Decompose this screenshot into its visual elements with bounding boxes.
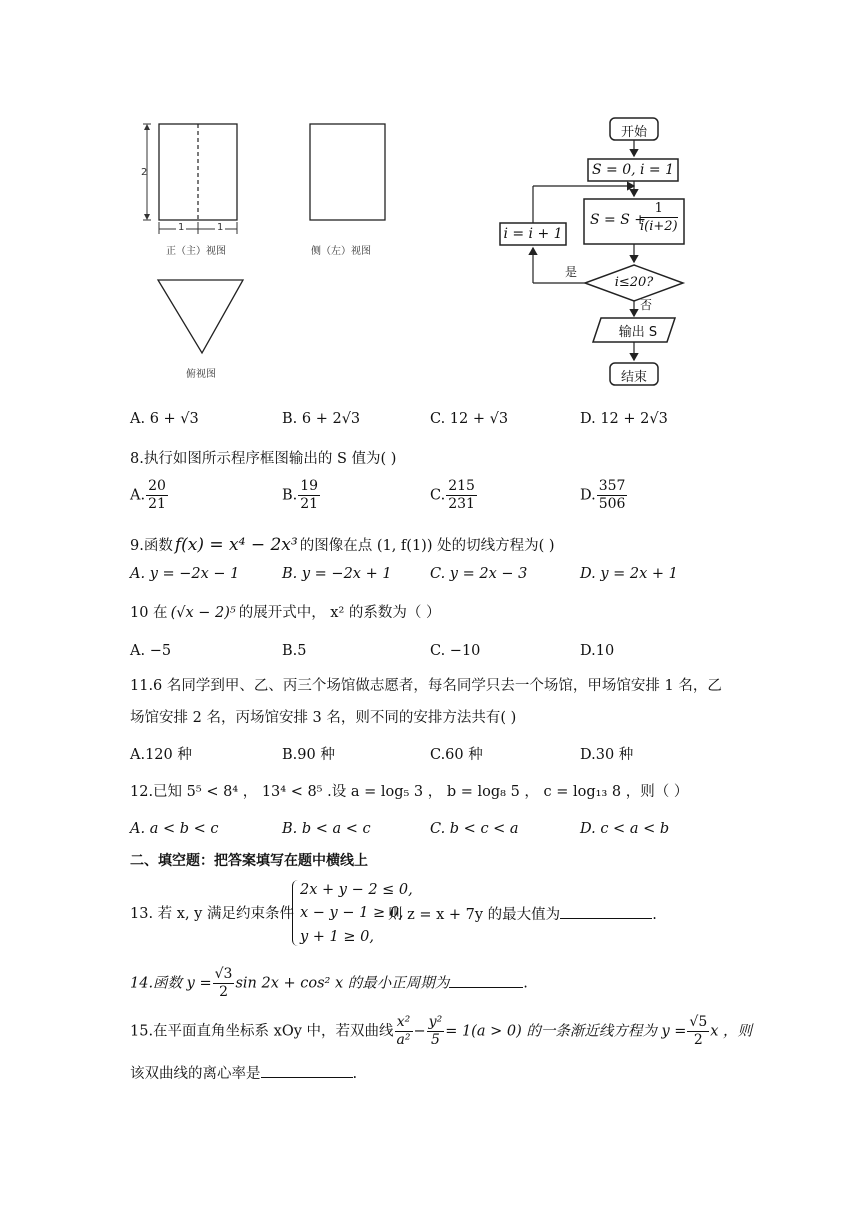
q8-stem: 8.执行如图所示程序框图输出的 S 值为( )	[130, 451, 397, 467]
q12-option-a: A. a < b < c	[130, 821, 219, 837]
q13-constraint-3: y + 1 ≥ 0,	[300, 929, 374, 945]
q12-option-d: D. c < a < b	[580, 821, 670, 837]
q11-option-d: D.30 种	[580, 747, 634, 763]
q11-stem-line2: 场馆安排 2 名，丙场馆安排 3 名，则不同的安排方法共有( )	[130, 710, 517, 726]
flow-yes-label: 是	[565, 265, 578, 279]
flow-update-i-text: i = i + 1	[503, 226, 563, 242]
side-view-rect	[310, 124, 385, 220]
q11-option-c: C.60 种	[430, 747, 483, 763]
flow-condition-text: i≤20?	[614, 275, 654, 290]
q13-brace	[292, 880, 299, 946]
flow-update-s-prefix: S = S +	[590, 212, 646, 228]
front-view-label: 正（主）视图	[166, 246, 226, 257]
flow-update-s-den: i(i+2)	[640, 219, 678, 234]
q9-option-b: B. y = −2x + 1	[282, 566, 392, 582]
q7-option-d: D. 12 + 2√3	[580, 411, 668, 427]
flow-output-text: 输出 S	[618, 325, 658, 340]
q10-option-a: A. −5	[130, 643, 172, 659]
dim-width-label-2: 1	[217, 222, 224, 233]
q10-option-c: C. −10	[430, 643, 481, 659]
dim-width-label-1: 1	[178, 222, 185, 233]
q7-option-c: C. 12 + √3	[430, 411, 509, 427]
q13-suffix: 则 z = x + 7y 的最大值为 .	[388, 904, 657, 925]
flow-end-text: 结束	[620, 370, 647, 385]
q10-option-b: B.5	[282, 643, 307, 659]
q10-option-d: D.10	[580, 643, 615, 659]
q13-constraint-1: 2x + y − 2 ≤ 0,	[300, 882, 413, 898]
q15-answer-blank[interactable]	[261, 1063, 353, 1078]
q8-option-b: B. $\frac{19}{21}$	[282, 478, 319, 512]
section2-heading: 二、填空题：把答案填写在题中横线上	[130, 853, 368, 869]
flow-update-s-frac	[640, 201, 678, 235]
q8-option-d: D. $\frac{357}{506}$	[580, 478, 626, 512]
flowchart	[495, 110, 705, 390]
q14-stem: 14.函数 y = $\frac{√3}{2}$ sin 2x + cos² x 的最小正周期为 .	[130, 966, 528, 1000]
q15-stem-line2: 该双曲线的离心率是 .	[130, 1063, 357, 1084]
q11-option-b: B.90 种	[282, 747, 335, 763]
flow-init-text: S = 0, i = 1	[591, 162, 675, 178]
flow-start-text: 开始	[620, 125, 647, 140]
q13-answer-blank[interactable]	[560, 904, 652, 919]
q9-option-c: C. y = 2x − 3	[430, 566, 528, 582]
flow-update-s-num: 1	[640, 201, 678, 218]
top-view-triangle	[158, 280, 243, 353]
q9-option-d: D. y = 2x + 1	[580, 566, 678, 582]
q8-option-a: A. $\frac{20}{21}$	[130, 478, 166, 512]
q13-prefix: 13. 若 x, y 满足约束条件	[130, 906, 294, 922]
side-view-label: 侧（左）视图	[311, 246, 371, 257]
q12-option-c: C. b < c < a	[430, 821, 519, 837]
top-view-label: 俯视图	[186, 369, 216, 380]
q7-option-b: B. 6 + 2√3	[282, 411, 361, 427]
dim-height-label: 2	[141, 167, 148, 178]
q9-option-a: A. y = −2x − 1	[130, 566, 240, 582]
q11-option-a: A.120 种	[130, 747, 192, 763]
q14-answer-blank[interactable]	[449, 973, 523, 988]
flow-no-label: 否	[640, 298, 653, 312]
q9-stem: 9.函数 f(x) = x⁴ − 2x³ 的图像在点 (1, f(1)) 处的切线方程为( )	[130, 535, 555, 555]
q11-stem-line1: 11.6 名同学到甲、乙、丙三个场馆做志愿者，每名同学只去一个场馆，甲场馆安排 1 名，乙	[130, 678, 722, 694]
q10-stem: 10 在 (√x − 2)⁵ 的展开式中， x² 的系数为（ ）	[130, 605, 441, 621]
q8-option-c: C. $\frac{215}{231}$	[430, 478, 475, 512]
q7-option-a: A. 6 + √3	[130, 411, 199, 427]
q12-stem: 12.已知 5⁵ < 8⁴ ， 13⁴ < 8⁵ .设 a = log₅ 3 ， b = log₈ 5 ， c = log₁₃ 8 ，则（ ）	[130, 784, 689, 800]
q15-stem-line1: 15.在平面直角坐标系 xOy 中，若双曲线 $\frac{\text{x²}}{\text{a²}}$ − $\frac{\text{y²}}{5}$ = 1(a > 0) 的一条渐近线方程为 y = $\frac{√5}{2}$ x ，则	[130, 1014, 753, 1048]
q13-constraint-2: x − y − 1 ≥ 0,	[300, 905, 404, 921]
q12-option-b: B. b < a < c	[282, 821, 371, 837]
